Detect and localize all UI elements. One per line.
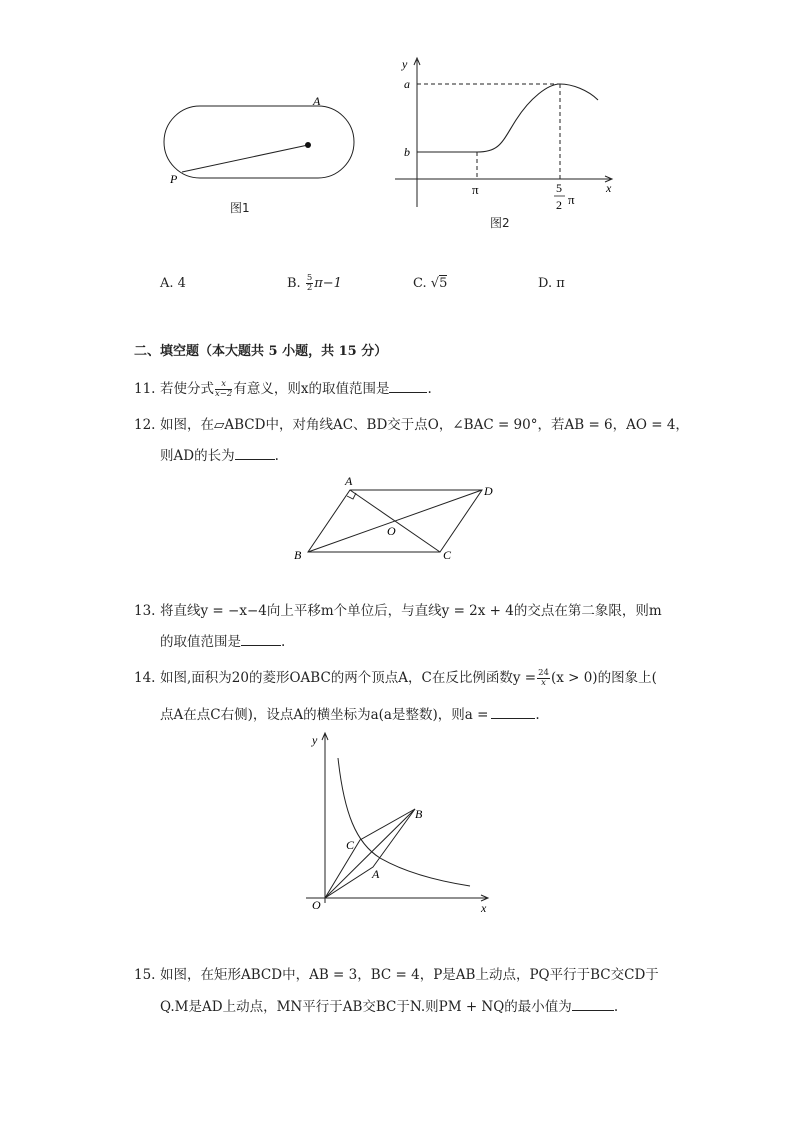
q12-line2: 则AD的长为 .	[160, 448, 279, 464]
q14-line1: 如图,面积为20的菱形OABC的两个顶点A，C在反比例函数y = $\frac{24}{x}$ (x > 0)的图象上(	[160, 668, 657, 688]
option-c-radicand: 5	[439, 276, 448, 291]
label-o: O	[387, 524, 396, 538]
figure2-graph	[390, 52, 620, 217]
option-b-prefix: B.	[287, 276, 301, 291]
figure1-caption: 图1	[230, 201, 250, 215]
center-point	[305, 142, 311, 148]
q12-parallelogram-figure	[290, 472, 505, 567]
diagonal-ob	[325, 809, 415, 898]
q15-answer-blank[interactable]	[572, 1010, 614, 1011]
q12-line1: 如图，在▱ABCD中，对角线AC、BD交于点O，∠BAC = 90°，若AB = 6，AO = 4，	[160, 417, 689, 433]
label-d: D	[484, 484, 493, 498]
figure1-stadium-diagram	[160, 90, 360, 200]
q13-line1: 将直线y = −x−4向上平移m个单位后，与直线y = 2x + 4的交点在第二象限，则m	[160, 603, 662, 619]
stadium-shape	[164, 106, 354, 178]
figure2-caption: 图2	[490, 216, 510, 230]
right-angle-mark	[347, 493, 356, 499]
segment-p-to-center	[182, 145, 308, 172]
label-p: P	[170, 172, 178, 186]
label-o: O	[312, 898, 321, 912]
q14-fraction: $\frac{24}{x}$	[538, 668, 549, 688]
option-b[interactable]	[287, 274, 342, 294]
q15-line2: Q.M是AD上动点，MN平行于AB交BC于N.则PM + NQ的最小值为 .	[160, 999, 619, 1015]
label-a: A	[372, 867, 380, 881]
function-curve	[417, 84, 598, 152]
q13-number: 13.	[134, 603, 156, 619]
label-c: C	[443, 548, 452, 562]
label-b: b	[404, 145, 410, 159]
q11-number: 11.	[134, 381, 156, 397]
label-c: C	[346, 838, 355, 852]
tick-52-num: 5	[556, 181, 562, 195]
tick-52-pi: π	[568, 192, 575, 207]
q14-number: 14.	[134, 670, 156, 686]
tick-52-den: 2	[556, 198, 562, 212]
option-b-suffix: π−1	[314, 276, 342, 291]
label-a: A	[313, 94, 321, 108]
option-c[interactable]	[413, 274, 447, 294]
q13-answer-blank[interactable]	[241, 645, 281, 646]
q13-line2: 的取值范围是 .	[160, 634, 286, 650]
label-x: x	[481, 901, 487, 915]
q11-text: 若使分式 $\frac{x}{x-2}$ 有意义，则x的取值范围是 .	[160, 379, 432, 399]
label-a: a	[404, 77, 410, 91]
label-a: A	[345, 474, 353, 488]
q11-fraction: $\frac{x}{x-2}$	[215, 379, 233, 399]
q12-number: 12.	[134, 417, 156, 433]
option-c-prefix: C.	[413, 276, 427, 291]
q15-line1: 如图，在矩形ABCD中，AB = 3，BC = 4，P是AB上动点，PQ平行于BC交CD于	[160, 967, 659, 983]
q14-rhombus-hyperbola-figure	[298, 728, 498, 918]
hyperbola-curve	[338, 758, 470, 886]
option-d[interactable]: D. π	[538, 276, 565, 291]
sqrt-symbol: √	[430, 276, 440, 291]
diagonal-bd	[308, 490, 482, 552]
axis-y-label: y	[402, 57, 408, 71]
label-b: B	[415, 807, 423, 821]
section-heading: 二、填空题（本大题共 5 小题，共 15 分）	[134, 344, 388, 359]
axis-x-label: x	[606, 181, 612, 195]
q11-answer-blank[interactable]	[389, 392, 427, 393]
q14-answer-blank[interactable]	[491, 718, 535, 719]
q12-answer-blank[interactable]	[235, 459, 275, 460]
tick-pi: π	[472, 182, 479, 197]
option-a[interactable]: A. 4	[160, 276, 186, 291]
label-y: y	[312, 733, 318, 747]
q15-number: 15.	[134, 967, 156, 983]
label-b: B	[294, 548, 302, 562]
q14-line2: 点A在点C右侧)，设点A的横坐标为a(a是整数)，则a = .	[160, 707, 540, 723]
option-b-fraction: $\frac{5}{2}$	[306, 273, 313, 293]
